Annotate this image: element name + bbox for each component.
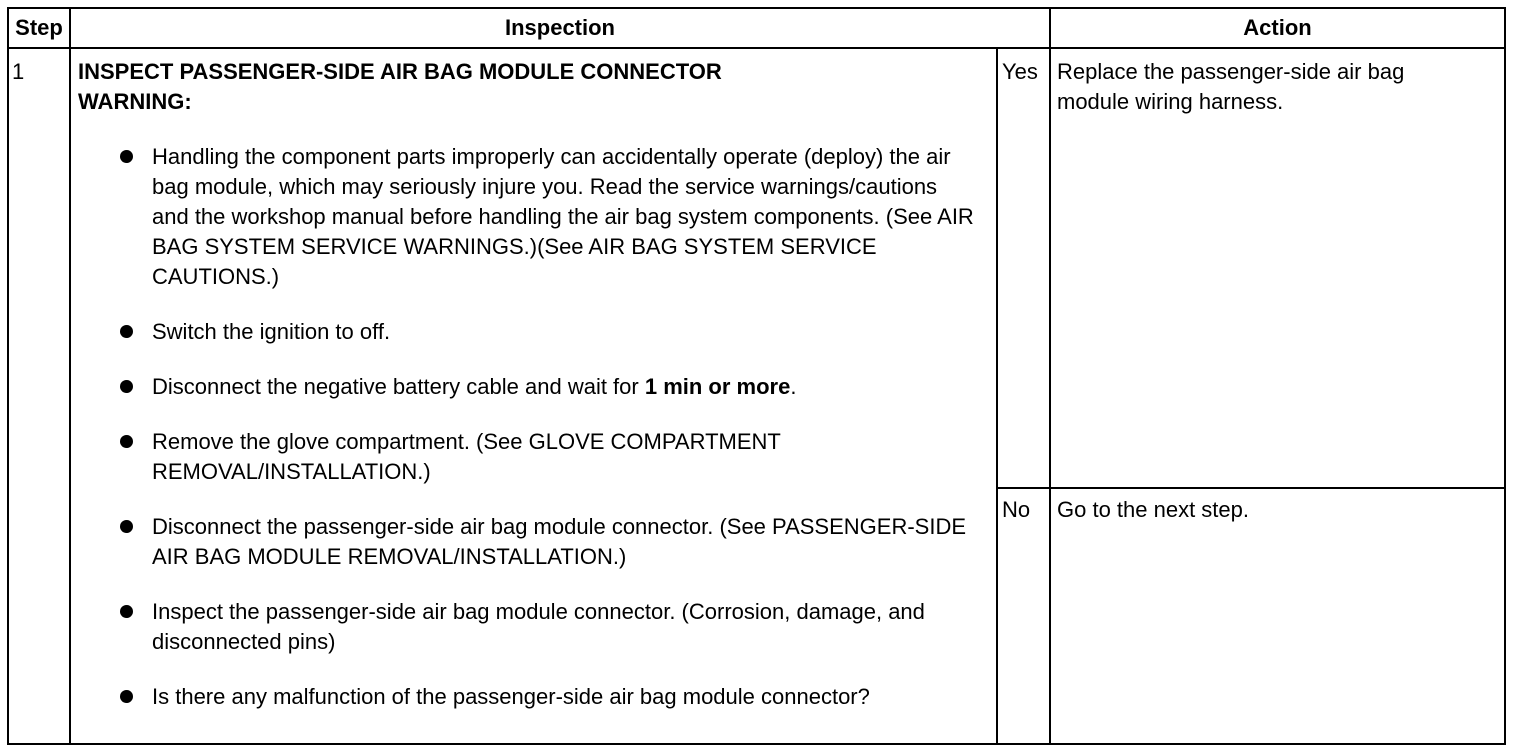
bullet-icon <box>120 520 133 533</box>
bullet-bold-value: 1 min or more <box>644 374 791 399</box>
bullet-icon <box>120 605 133 618</box>
warning-label: WARNING: <box>78 89 192 114</box>
no-action: Go to the next step. <box>1057 497 1250 522</box>
bullet-icon <box>120 150 133 163</box>
bullet-text: Inspect the passenger-side air bag module connector. (Corrosion, damage, and disconnected pins) <box>152 599 925 654</box>
bullet-icon <box>120 325 133 338</box>
step-number: 1 <box>12 59 25 84</box>
list-item <box>118 597 978 657</box>
list-item <box>118 372 978 402</box>
bullet-text: Disconnect the passenger-side air bag module connector. (See PASSENGER-SIDE AIR BAG MODULE REMOVAL/INSTALLATION.) <box>152 514 966 569</box>
yes-label: Yes <box>1002 59 1038 84</box>
bullet-text: Switch the ignition to off. <box>152 319 391 344</box>
bullet-text: Disconnect the negative battery cable and wait for <box>152 374 645 399</box>
bullet-text-end: . <box>790 374 797 399</box>
list-item <box>118 427 978 487</box>
yes-action: Replace the passenger-side air bag module wiring harness. <box>1057 59 1405 114</box>
bullet-text: Remove the glove compartment. (See GLOVE COMPARTMENT REMOVAL/INSTALLATION.) <box>152 429 781 484</box>
inspection-action-divider <box>1049 7 1051 745</box>
inspection-answer-divider <box>996 47 998 745</box>
yes-no-divider <box>996 487 1506 489</box>
step-column-divider <box>69 7 71 745</box>
list-item <box>118 317 978 347</box>
header-action: Action <box>1243 15 1312 40</box>
list-item <box>118 682 978 712</box>
header-step: Step <box>15 15 63 40</box>
bullet-text: Handling the component parts improperly can accidentally operate (deploy) the air bag module, which may seriously injure you. Read the service warnings/cautions and the workshop manual before handling the air bag system components. (See AIR BAG SYSTEM SERVICE WARNINGS.)(See AIR BAG SYSTEM SERVICE CAUTIONS.) <box>152 144 974 289</box>
bullet-icon <box>120 435 133 448</box>
list-item <box>118 142 978 292</box>
no-label: No <box>1002 497 1031 522</box>
bullet-icon <box>120 690 133 703</box>
bullet-text: Is there any malfunction of the passenger-side air bag module connector? <box>152 684 870 709</box>
header-inspection: Inspection <box>504 15 615 40</box>
inspection-steps-list <box>118 142 978 737</box>
inspection-title: INSPECT PASSENGER-SIDE AIR BAG MODULE CONNECTOR <box>78 59 722 84</box>
list-item <box>118 512 978 572</box>
bullet-icon <box>120 380 133 393</box>
